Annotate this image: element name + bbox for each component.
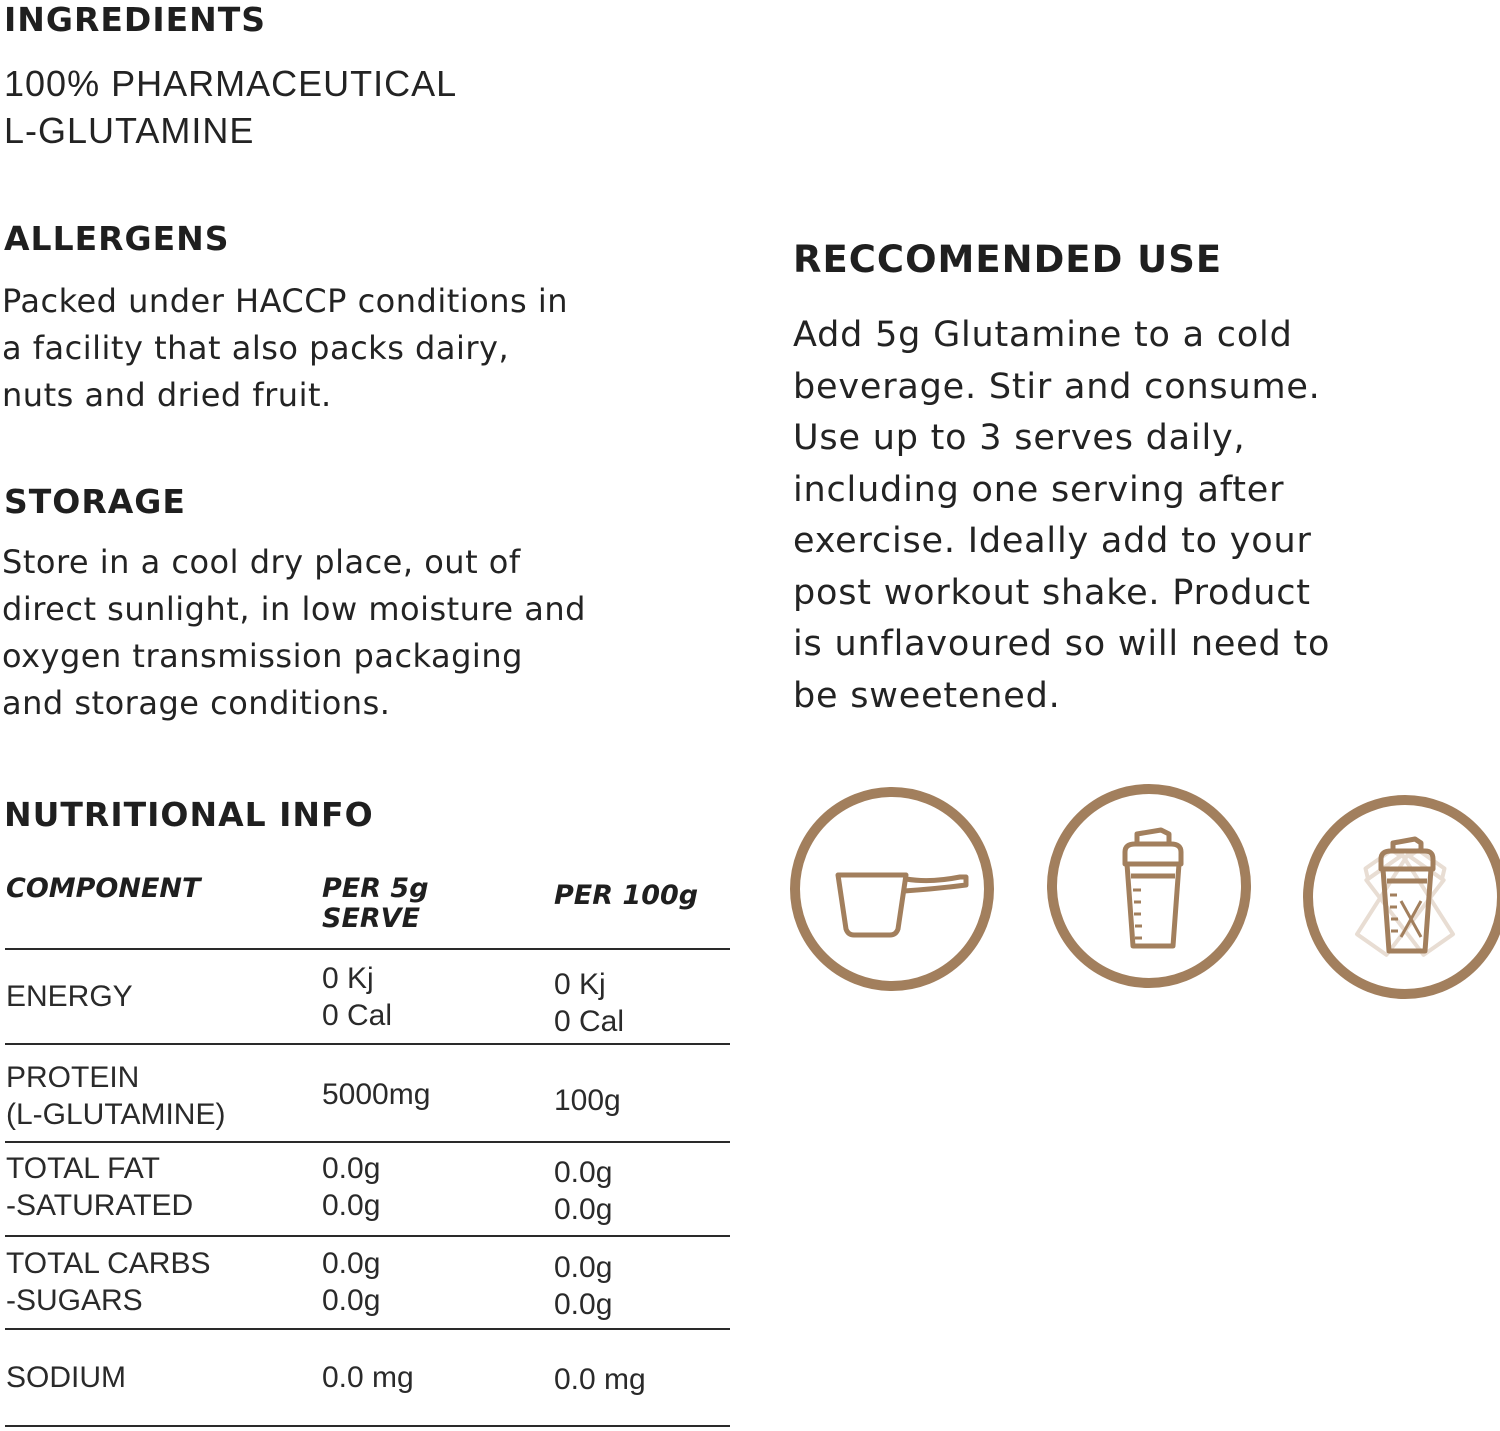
cell-text: 0 Kj [322, 962, 374, 995]
shaker-icon [1047, 784, 1251, 988]
ingredients-line: 100% PHARMACEUTICAL [4, 63, 458, 104]
recommended-use-line: Use up to 3 serves daily, [793, 418, 1246, 458]
cell-per-serve [322, 1359, 414, 1396]
recommended-use-line: beverage. Stir and consume. [793, 366, 1321, 407]
cell-text: 0 Cal [322, 999, 393, 1032]
storage-text [2, 539, 586, 727]
cell-per-serve [322, 960, 392, 1034]
column-header-label: COMPONENT [6, 873, 201, 904]
column-header-label: SERVE [322, 903, 421, 934]
recommended-use-line: be sweetened. [793, 675, 1061, 716]
recommended-use-line: is unflavoured so will need to [793, 624, 1331, 664]
scoop-icon-graphic [800, 797, 984, 981]
recommended-use-line: Add 5g Glutamine to a cold [793, 315, 1293, 355]
allergens-line: Packed under HACCP conditions in [2, 282, 569, 320]
cell-text: 0.0g [322, 1189, 381, 1222]
cell-per-100g [554, 1249, 612, 1323]
scoop-icon [790, 787, 994, 991]
cell-text: 0.0 mg [554, 1363, 646, 1396]
recommended-use-heading: RECCOMENDED USE [793, 238, 1223, 281]
cell-component [6, 1059, 225, 1133]
cell-component [6, 1359, 126, 1396]
cell-text: 0.0g [322, 1152, 381, 1185]
cell-text: 0.0g [554, 1156, 613, 1189]
cell-per-serve [322, 1076, 430, 1113]
cell-text: TOTAL CARBS [6, 1247, 211, 1280]
column-header-per-100g [554, 881, 698, 911]
ingredients-text [4, 60, 457, 154]
cell-text: SODIUM [6, 1361, 126, 1394]
column-header-per-serve [322, 874, 429, 934]
recommended-use-line: including one serving after [793, 469, 1285, 510]
storage-heading: STORAGE [4, 482, 186, 521]
cell-per-100g [554, 1082, 621, 1119]
nutrition-heading: NUTRITIONAL INFO [4, 795, 374, 834]
allergens-text [2, 278, 568, 419]
cell-text: 0.0g [554, 1251, 613, 1284]
cell-text: 0.0g [322, 1247, 381, 1280]
table-divider [5, 1235, 730, 1237]
cell-per-100g [554, 1361, 646, 1398]
cell-text: PROTEIN [6, 1061, 140, 1094]
cell-text: 5000mg [322, 1078, 431, 1111]
cell-text: 0.0g [322, 1284, 381, 1317]
column-header-label: PER 5g [322, 873, 429, 904]
storage-line: and storage conditions. [2, 684, 391, 722]
allergens-line: a facility that also packs dairy, [2, 329, 510, 367]
storage-line: Store in a cool dry place, out of [2, 543, 521, 581]
cell-component [6, 978, 133, 1015]
cell-per-serve [322, 1245, 380, 1319]
cell-text: TOTAL FAT [6, 1152, 160, 1185]
cell-text: (L-GLUTAMINE) [6, 1098, 226, 1131]
ingredients-line: L-GLUTAMINE [4, 110, 255, 151]
recommended-use-text [793, 310, 1330, 722]
storage-line: direct sunlight, in low moisture and [2, 590, 586, 628]
table-divider [5, 948, 730, 950]
shaker-icon-graphic [1057, 794, 1241, 978]
recommended-use-line: post workout shake. Product [793, 572, 1311, 613]
cell-text: ENERGY [6, 980, 133, 1013]
cell-component [6, 1150, 193, 1224]
allergens-heading: ALLERGENS [4, 219, 230, 258]
cell-text: 0.0 mg [322, 1361, 414, 1394]
table-divider [5, 1043, 730, 1045]
cell-text: 100g [554, 1084, 621, 1117]
cell-text: 0 Kj [554, 968, 606, 1001]
column-header-label: PER 100g [554, 880, 699, 911]
ingredients-heading: INGREDIENTS [4, 0, 267, 39]
shake-icon [1303, 795, 1500, 999]
cell-text: -SATURATED [6, 1189, 194, 1222]
cell-text: 0 Cal [554, 1005, 625, 1038]
table-divider [5, 1141, 730, 1143]
allergens-line: nuts and dried fruit. [2, 376, 332, 414]
cell-per-100g [554, 1154, 612, 1228]
shake-icon-graphic [1313, 805, 1497, 989]
cell-text: 0.0g [554, 1288, 613, 1321]
cell-text: 0.0g [554, 1193, 613, 1226]
cell-per-100g [554, 966, 624, 1040]
recommended-use-line: exercise. Ideally add to your [793, 521, 1312, 561]
column-header-component [6, 874, 200, 904]
cell-text: -SUGARS [6, 1284, 143, 1317]
storage-line: oxygen transmission packaging [2, 637, 523, 675]
cell-per-serve [322, 1150, 380, 1224]
table-divider [5, 1328, 730, 1330]
table-divider [5, 1425, 730, 1427]
cell-component [6, 1245, 211, 1319]
